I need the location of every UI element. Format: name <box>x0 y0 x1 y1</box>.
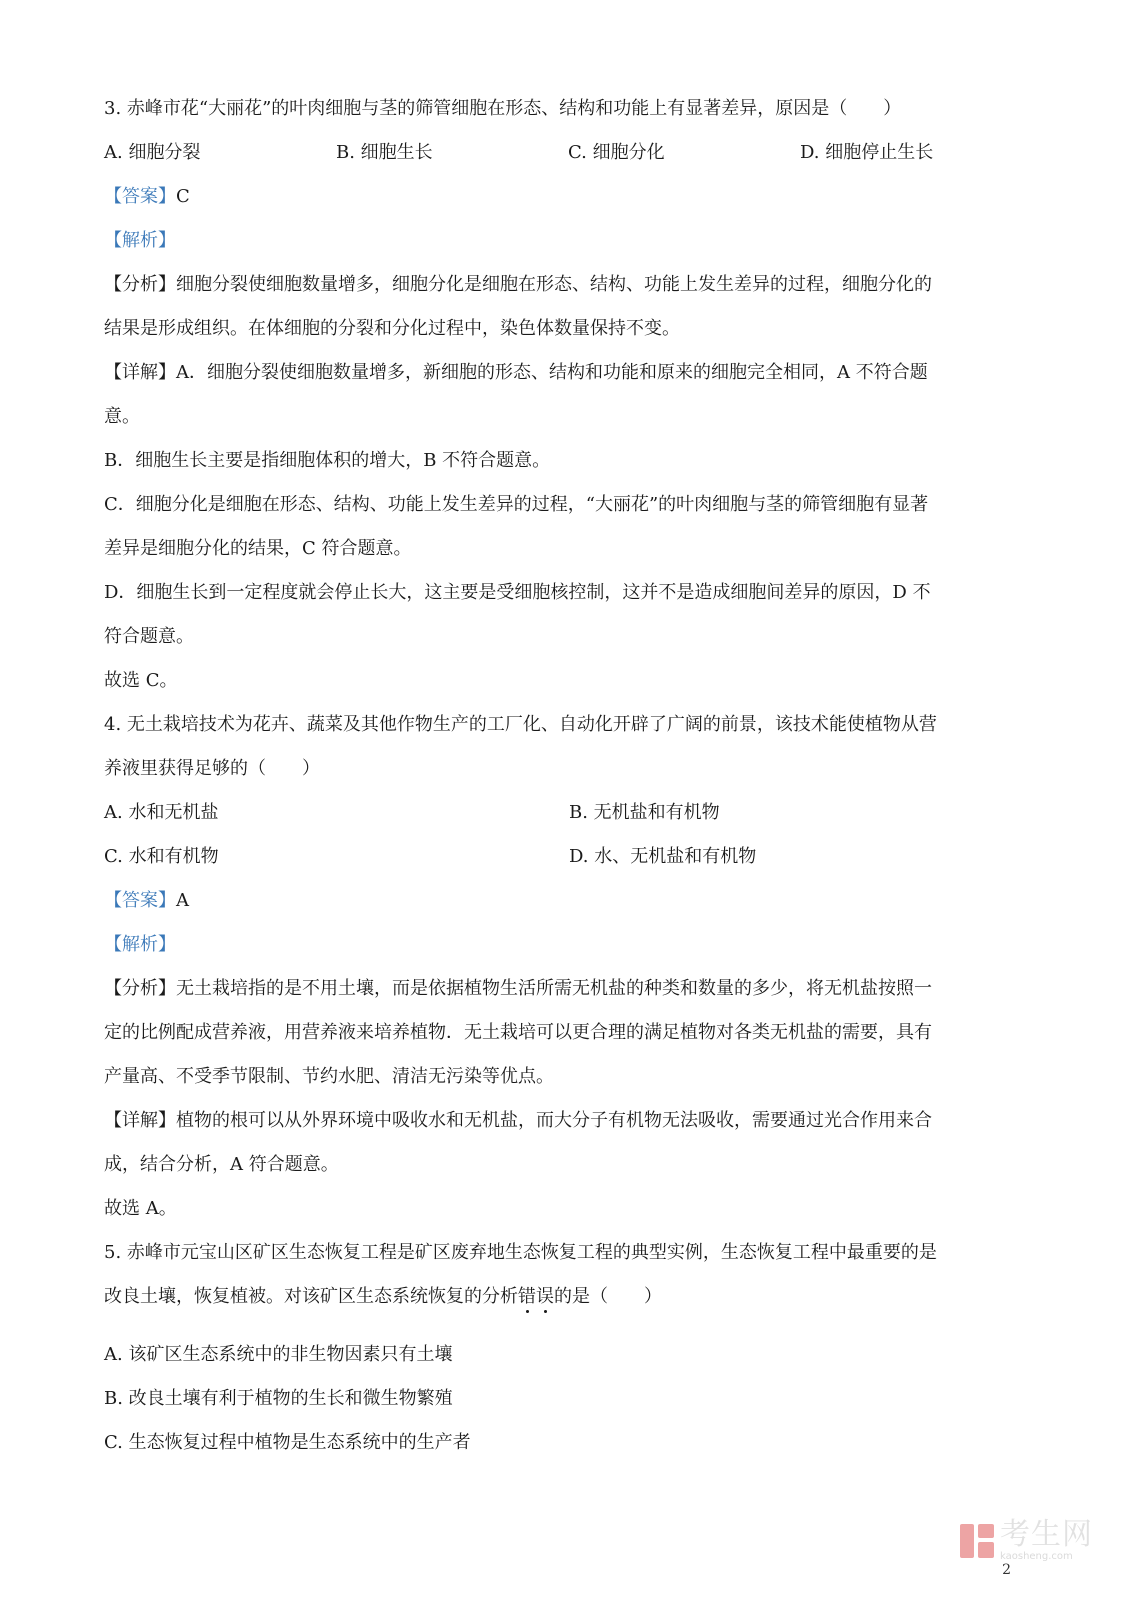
xiangjie-text: 植物的根可以从外界环境中吸收水和无机盐，而大分子有机物无法吸收，需要通过光合作用来合 <box>176 1110 932 1131</box>
q4-option-a: A. 水和无机盐 <box>104 802 219 823</box>
q3-fenxi-line: 结果是形成组织。在体细胞的分裂和分化过程中，染色体数量保持不变。 <box>104 318 680 339</box>
q4-option-c: C. 水和有机物 <box>104 846 219 867</box>
q4-options-row-1 <box>104 798 1034 828</box>
q4-stem-line: 养液里获得足够的（ ） <box>104 758 320 779</box>
q3-option-c: C. 细胞分化 <box>568 142 665 163</box>
q4-fenxi-line <box>104 974 1034 1004</box>
q4-analysis-tag: 【解析】 <box>104 934 176 955</box>
xiangjie-text: A．细胞分裂使细胞数量增多，新细胞的形态、结构和功能和原来的细胞完全相同，A 不符合题 <box>176 362 928 383</box>
q3-xiangjie-line <box>104 358 1034 388</box>
q3-stem: 3. 赤峰市花“大丽花”的叶肉细胞与茎的筛管细胞在形态、结构和功能上有显著差异，原因是（ ） <box>104 98 902 119</box>
q3-fenxi <box>104 270 1034 344</box>
q4-option-b: B. 无机盐和有机物 <box>569 802 720 823</box>
watermark-text <box>1000 1517 1093 1562</box>
document-page <box>104 94 1034 1458</box>
q4-answer <box>104 886 1034 916</box>
q3-option-b: B. 细胞生长 <box>336 142 433 163</box>
q4-fenxi-line: 定的比例配成营养液，用营养液来培养植物．无土栽培可以更合理的满足植物对各类无机盐的需要，具有 <box>104 1022 932 1043</box>
q4-options-row-2 <box>104 842 1034 872</box>
q4-stem-line: 4. 无土栽培技术为花卉、蔬菜及其他作物生产的工厂化、自动化开辟了广阔的前景，该技术能使植物从营 <box>104 714 937 735</box>
page-number: 2 <box>1002 1562 1011 1578</box>
watermark-url: kaosheng.com <box>1000 1551 1073 1562</box>
fenxi-tag: 【分析】 <box>104 274 176 295</box>
q3-option-a: A. 细胞分裂 <box>104 142 201 163</box>
q3-xiangjie-line: B．细胞生长主要是指细胞体积的增大，B 不符合题意。 <box>104 450 551 471</box>
q3-conclusion: 故选 C。 <box>104 670 178 691</box>
q4-xiangjie-line: 成，结合分析，A 符合题意。 <box>104 1154 339 1175</box>
q3-answer <box>104 182 1034 212</box>
fenxi-text: 细胞分裂使细胞数量增多，细胞分化是细胞在形态、结构、功能上发生差异的过程，细胞分化的 <box>176 274 932 295</box>
q5-stem-line: 5. 赤峰市元宝山区矿区生态恢复工程是矿区废弃地生态恢复工程的典型实例，生态恢复工程中最重要的是 <box>104 1242 937 1263</box>
q3-xiangjie-line: 意。 <box>104 406 140 427</box>
q4-xiangjie-line <box>104 1106 1034 1136</box>
q5-option-c: C. 生态恢复过程中植物是生态系统中的生产者 <box>104 1432 471 1453</box>
q3-option-d: D. 细胞停止生长 <box>800 142 934 163</box>
q5-stem-line <box>104 1282 1034 1312</box>
answer-tag: 【答案】 <box>104 186 176 207</box>
answer-value: A <box>176 890 189 911</box>
emphasis-char: 错 <box>518 1286 536 1307</box>
q4-xiangjie <box>104 1106 1034 1180</box>
q5-option-a: A. 该矿区生态系统中的非生物因素只有土壤 <box>104 1344 453 1365</box>
fenxi-tag: 【分析】 <box>104 978 176 999</box>
q3-options <box>104 138 1034 168</box>
xiangjie-tag: 【详解】 <box>104 1110 176 1131</box>
xiangjie-tag: 【详解】 <box>104 362 176 383</box>
q5-option-b: B. 改良土壤有利于植物的生长和微生物繁殖 <box>104 1388 453 1409</box>
q3-xiangjie-line: 符合题意。 <box>104 626 194 647</box>
q5-stem-text: 改良土壤，恢复植被。对该矿区生态系统恢复的分析 <box>104 1286 518 1307</box>
q3-fenxi-line <box>104 270 1034 300</box>
q3-xiangjie <box>104 358 1034 652</box>
watermark-name: 考生网 <box>1000 1517 1093 1552</box>
kaosheng-logo-icon <box>960 1524 994 1558</box>
q3-xiangjie-line: C．细胞分化是细胞在形态、结构、功能上发生差异的过程，“大丽花”的叶肉细胞与茎的筛管细胞有显著 <box>104 494 929 515</box>
emphasis-char: 误 <box>536 1286 554 1307</box>
q3-analysis-tag: 【解析】 <box>104 230 176 251</box>
q4-conclusion: 故选 A。 <box>104 1198 177 1219</box>
fenxi-text: 无土栽培指的是不用土壤，而是依据植物生活所需无机盐的种类和数量的多少，将无机盐按照一 <box>176 978 932 999</box>
answer-tag: 【答案】 <box>104 890 176 911</box>
q4-option-d: D. 水、无机盐和有机物 <box>569 846 757 867</box>
q5-stem-text: 的是（ ） <box>554 1286 662 1307</box>
q3-xiangjie-line: D．细胞生长到一定程度就会停止长大，这主要是受细胞核控制，这并不是造成细胞间差异的原因，D 不 <box>104 582 931 603</box>
watermark <box>960 1517 1093 1562</box>
answer-value: C <box>176 186 190 207</box>
q4-fenxi <box>104 974 1034 1092</box>
q4-fenxi-line: 产量高、不受季节限制、节约水肥、清洁无污染等优点。 <box>104 1066 554 1087</box>
q3-xiangjie-line: 差异是细胞分化的结果，C 符合题意。 <box>104 538 412 559</box>
